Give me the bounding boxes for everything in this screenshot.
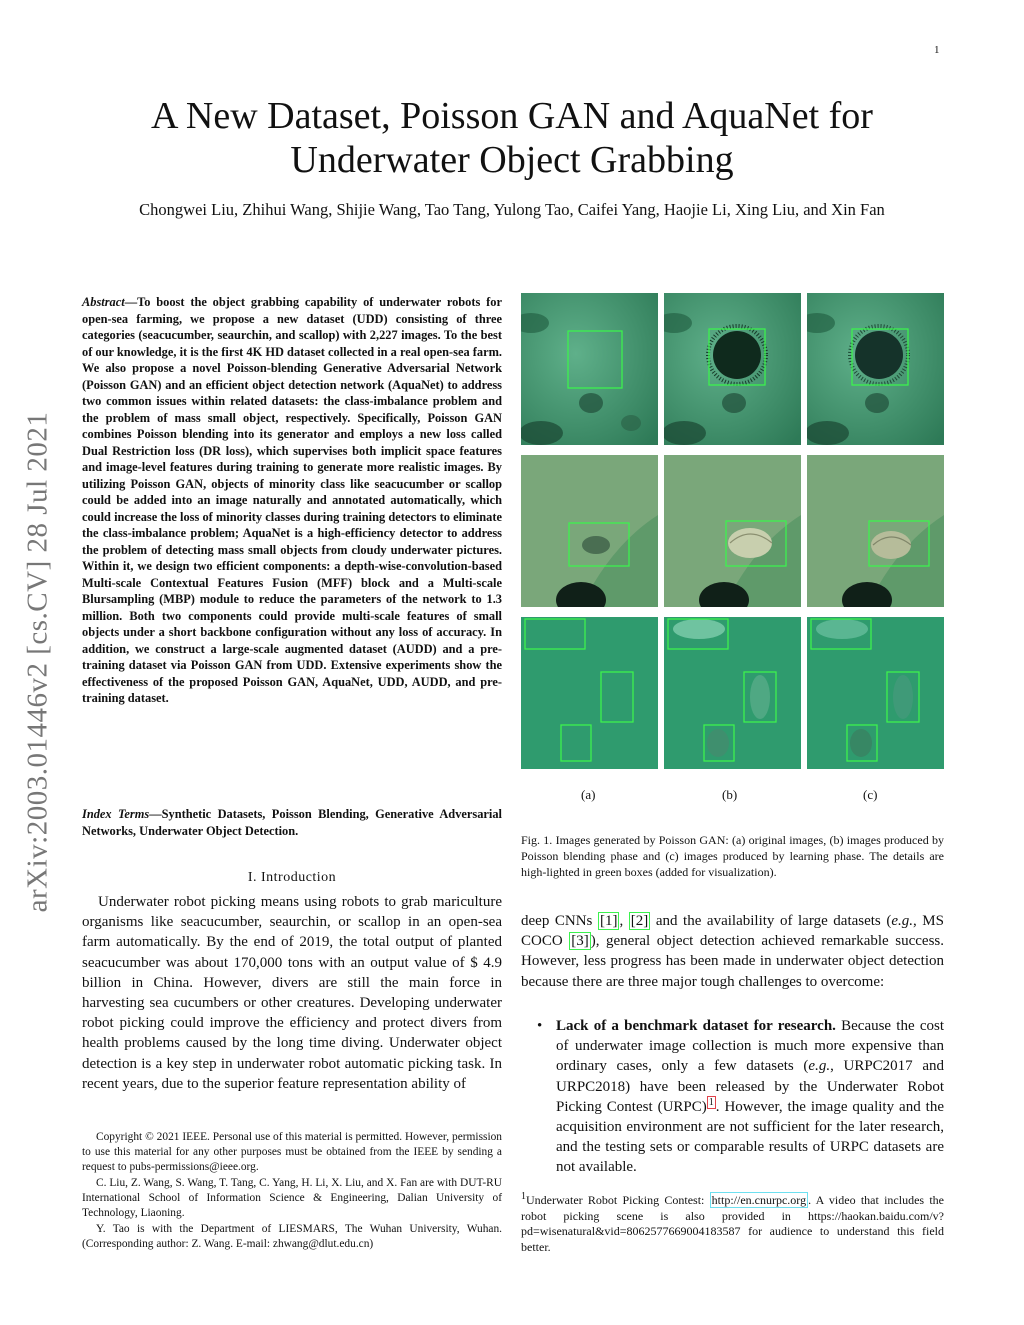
image-a-row3	[521, 617, 658, 769]
sublabel-a: (a)	[581, 787, 596, 802]
bullet-dot: •	[537, 1018, 543, 1034]
abstract	[82, 294, 502, 707]
citation-1[interactable]: [1]	[599, 913, 618, 929]
image-b-row1	[664, 293, 801, 445]
text-run: . However, the image quality and the acquisition environment are not sufficient for the later research, and the testing sets or comparable results of URPC datasets are not available.	[556, 1098, 944, 1176]
citation-2[interactable]: [2]	[630, 913, 649, 929]
text-run: , URPC2017 and URPC2018) have been released by the Underwater Robot Picking Contest (URPC)	[556, 1058, 944, 1115]
index-terms-label: Index Terms	[82, 807, 150, 821]
arxiv-sidebar	[8, 362, 68, 962]
text-run: Because the cost of underwater image collection is much more expensive than ordinary cases, only a few datasets (	[556, 1018, 944, 1075]
image-c-row3	[807, 617, 944, 769]
index-terms-text: —Synthetic Datasets, Poisson Blending, Generative Adversarial Networks, Underwater Object Detection.	[82, 807, 502, 838]
sublabel-c: (c)	[863, 787, 878, 802]
abstract-label: Abstract	[82, 295, 125, 309]
image-b-row2	[664, 455, 801, 607]
abstract-text: —To boost the object grabbing capability of underwater robots for open-sea farming, we propose a new dataset (UDD) consisting of three categories (seacucumber, seaurchin, and scallop) with 2,227 images. To the best of our knowledge, it is the first 4K HD dataset collected in a real open-sea farm. We also propose a novel Poisson-blending Generative Adversarial Network (Poisson GAN) and an efficient object detection network (AquaNet) to address two common issues within related datasets: the class-imbalance problem and the problem of mass small object, respectively. Specifically, Poisson GAN combines Poisson blending into its generator and employs a new loss called Dual Restriction loss (DR loss), which supervises both implicit space features and image-level features during training to generate more realistic images. By utilizing Poisson GAN, objects of minority class like seacucumber or scallop could be added into an image naturally and annotated automatically, which could increase the loss of minority classes during training detectors to eliminate the class-imbalance problem; AquaNet is a high-efficiency detector to address the problem of detecting mass small objects from cloudy underwater pictures. Within it, we design two efficient components: a depth-wise-convolution-based Multi-scale Contextual Features Fusion (MFF) block and a Multi-scale Blursampling (MBP) module to reduce the parameters of the network to 1.3 million. Both two components could provide multi-scale features of small objects under a short backbone configuration without any loss of accuracy. In addition, we construct a large-scale augmented dataset (AUDD) and a pre-training dataset via Poisson GAN from UDD. Extensive experiments show the effectiveness of the proposed Poisson GAN, AquaNet, UDD, AUDD, and pre-training dataset.	[82, 295, 502, 705]
text-run: . A video that includes the robot picking scene is also provided in https://haokan.baidu.com/v?pd=wisenatural&vid=8062577669004183587 for audience to understand this field better.	[521, 1193, 944, 1254]
image-a-row1	[521, 293, 658, 445]
page-number: 1	[934, 44, 940, 56]
challenge-bullet	[521, 1016, 944, 1178]
text-run: deep CNNs	[521, 913, 598, 929]
citation-3[interactable]: [3]	[571, 933, 589, 950]
index-terms	[82, 806, 502, 839]
footnote-number: 1	[521, 1191, 526, 1202]
figure-caption: Fig. 1. Images generated by Poisson GAN: (a) original images, (b) images produced by Poisson blending phase and (c) images produced by learning phase. The details are high-lighted in green boxes (added for visualization).	[521, 833, 944, 879]
text-run: ,	[619, 913, 629, 929]
sublabel-b: (b)	[722, 787, 738, 802]
right-column-paragraph	[521, 911, 944, 992]
text-run: ), general object detection achieved remarkable success. However, less progress has been made in underwater object detection because there are three major tough challenges to overcome:	[521, 933, 944, 990]
image-c-row2	[807, 455, 944, 607]
footnote-mark[interactable]: 1	[708, 1096, 714, 1108]
section-heading: I. Introduction	[247, 870, 337, 885]
author-list: Chongwei Liu, Zhihui Wang, Shijie Wang, Tao Tang, Yulong Tao, Caifei Yang, Haojie Li, Xing Liu, and Xin Fan	[139, 200, 885, 219]
image-a-row2	[521, 455, 658, 607]
contest-url-link[interactable]: http://en.cnurpc.org	[711, 1193, 807, 1207]
figure-1	[521, 293, 944, 769]
affiliation-note: C. Liu, Z. Wang, S. Wang, T. Tang, C. Yang, H. Li, X. Liu, and X. Fan are with DUT-RU International School of Information Science & Engineering, Dalian University of Technology, Liaoning.	[82, 1177, 502, 1219]
corresponding-note: Y. Tao is with the Department of LIESMARS, The Wuhan University, Wuhan. (Corresponding author: Z. Wang. E-mail: zhwang@dlut.edu.cn)	[82, 1223, 502, 1250]
arxiv-id: arXiv:2003.01446v2 [cs.CV] 28 Jul 2021	[21, 411, 54, 913]
footnote-right	[521, 1189, 944, 1255]
bullet-heading: Lack of a benchmark dataset for research.	[556, 1018, 836, 1034]
text-run: e.g.	[808, 1058, 831, 1075]
text-run: and the availability of large datasets (	[650, 913, 892, 929]
text-run: , MS COCO	[521, 913, 944, 950]
copyright-note: Copyright © 2021 IEEE. Personal use of this material is permitted. However, permission to use this material for any other purposes must be obtained from the IEEE by sending a request to pubs-permissions@ieee.org.	[82, 1131, 502, 1173]
footnote-left	[82, 1130, 502, 1253]
image-c-row1	[807, 293, 944, 445]
paper-title: A New Dataset, Poisson GAN and AquaNet for Underwater Object Grabbing	[151, 95, 873, 181]
text-run: e.g.	[891, 913, 913, 929]
text-run: Underwater Robot Picking Contest:	[526, 1193, 710, 1207]
image-b-row3	[664, 617, 801, 769]
intro-paragraph: Underwater robot picking means using robots to grab mariculture organisms like seacucumber, seaurchin, or scallop in an open-sea farm automatically. By the end of 2019, the total output of planted seacucumber was about 170,000 tons with an output value of $ 4.9 billion in China. However, divers are still the main force in harvesting sea cucumbers or other creatures. Developing underwater robot picking could improve the efficiency and protect divers from health problems caused by the long time diving. Underwater object detection is a key step in underwater robot automatic picking task. In recent years, due to the superior feature representation ability of	[82, 894, 502, 1092]
